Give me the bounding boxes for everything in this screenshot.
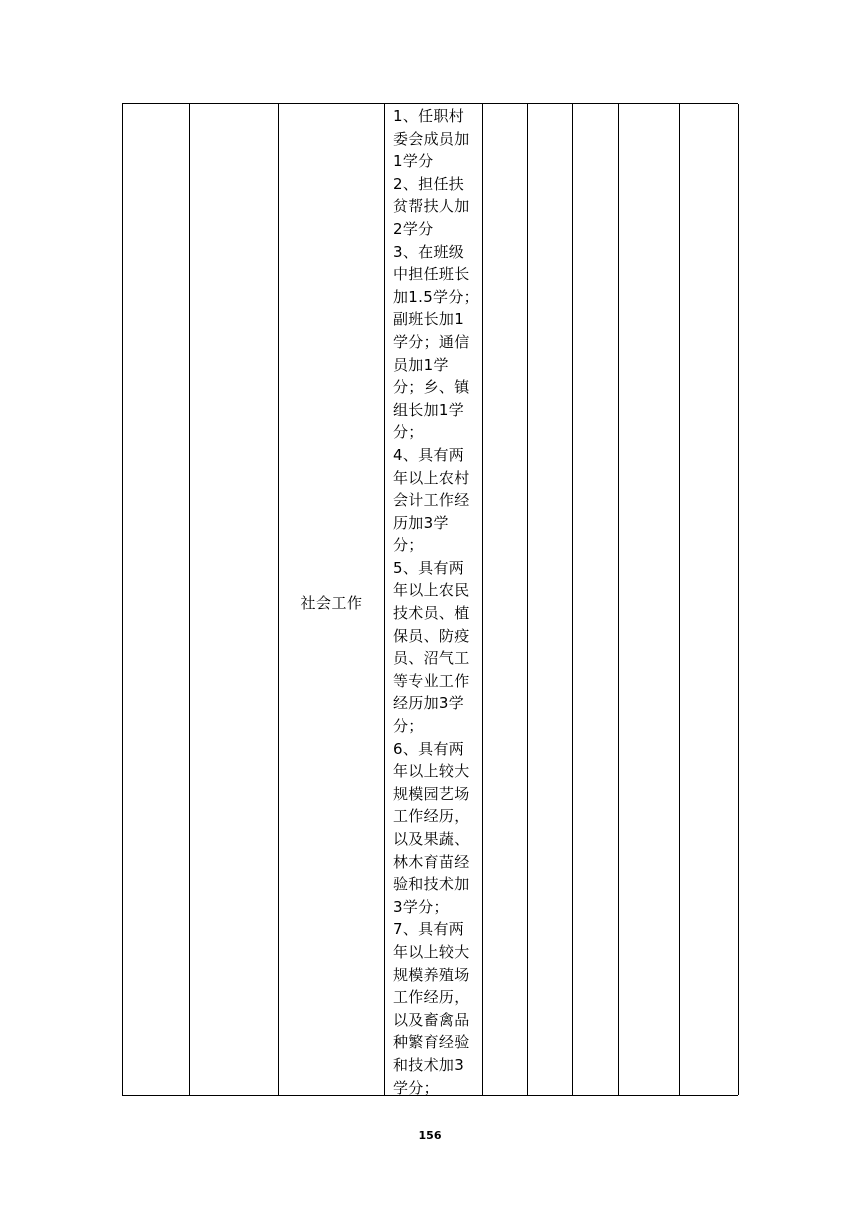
table-cell-col-9 [680,104,739,1095]
table-cell-col-5 [483,104,528,1095]
table-cell-col-7 [573,104,619,1095]
rule-item: 2、担任扶贫帮扶人加2学分 [393,174,470,238]
rule-item: 6、具有两年以上较大规模园艺场工作经历，以及果蔬、林木育苗经验和技术加3学分； [393,739,470,916]
rule-list [393,105,479,1099]
rule-item: 5、具有两年以上农民技术员、植保员、防疫员、沼气工等专业工作经历加3学分； [393,558,470,736]
category-label: 社会工作 [300,594,363,612]
table-cell-col-6 [528,104,573,1095]
table-cell-col-1 [123,104,190,1095]
page-number: 156 [418,1129,442,1142]
rule-item: 7、具有两年以上较大规模养殖场工作经历，以及畜禽品种繁育经验和技术加3学分； [393,920,470,1097]
table-cell-col-2 [190,104,279,1095]
table-cell-col-8 [619,104,680,1095]
table-cell-rules [385,104,483,1095]
credit-table [122,103,738,1096]
rule-item: 1、任职村委会成员加1学分 [393,107,470,171]
rule-item: 3、在班级中担任班长加1.5学分；副班长加1学分；通信员加1学分；乡、镇组长加1学分； [393,242,479,442]
rule-item: 4、具有两年以上农村会计工作经历加3学分； [393,445,470,555]
table-cell-category [279,104,385,1095]
